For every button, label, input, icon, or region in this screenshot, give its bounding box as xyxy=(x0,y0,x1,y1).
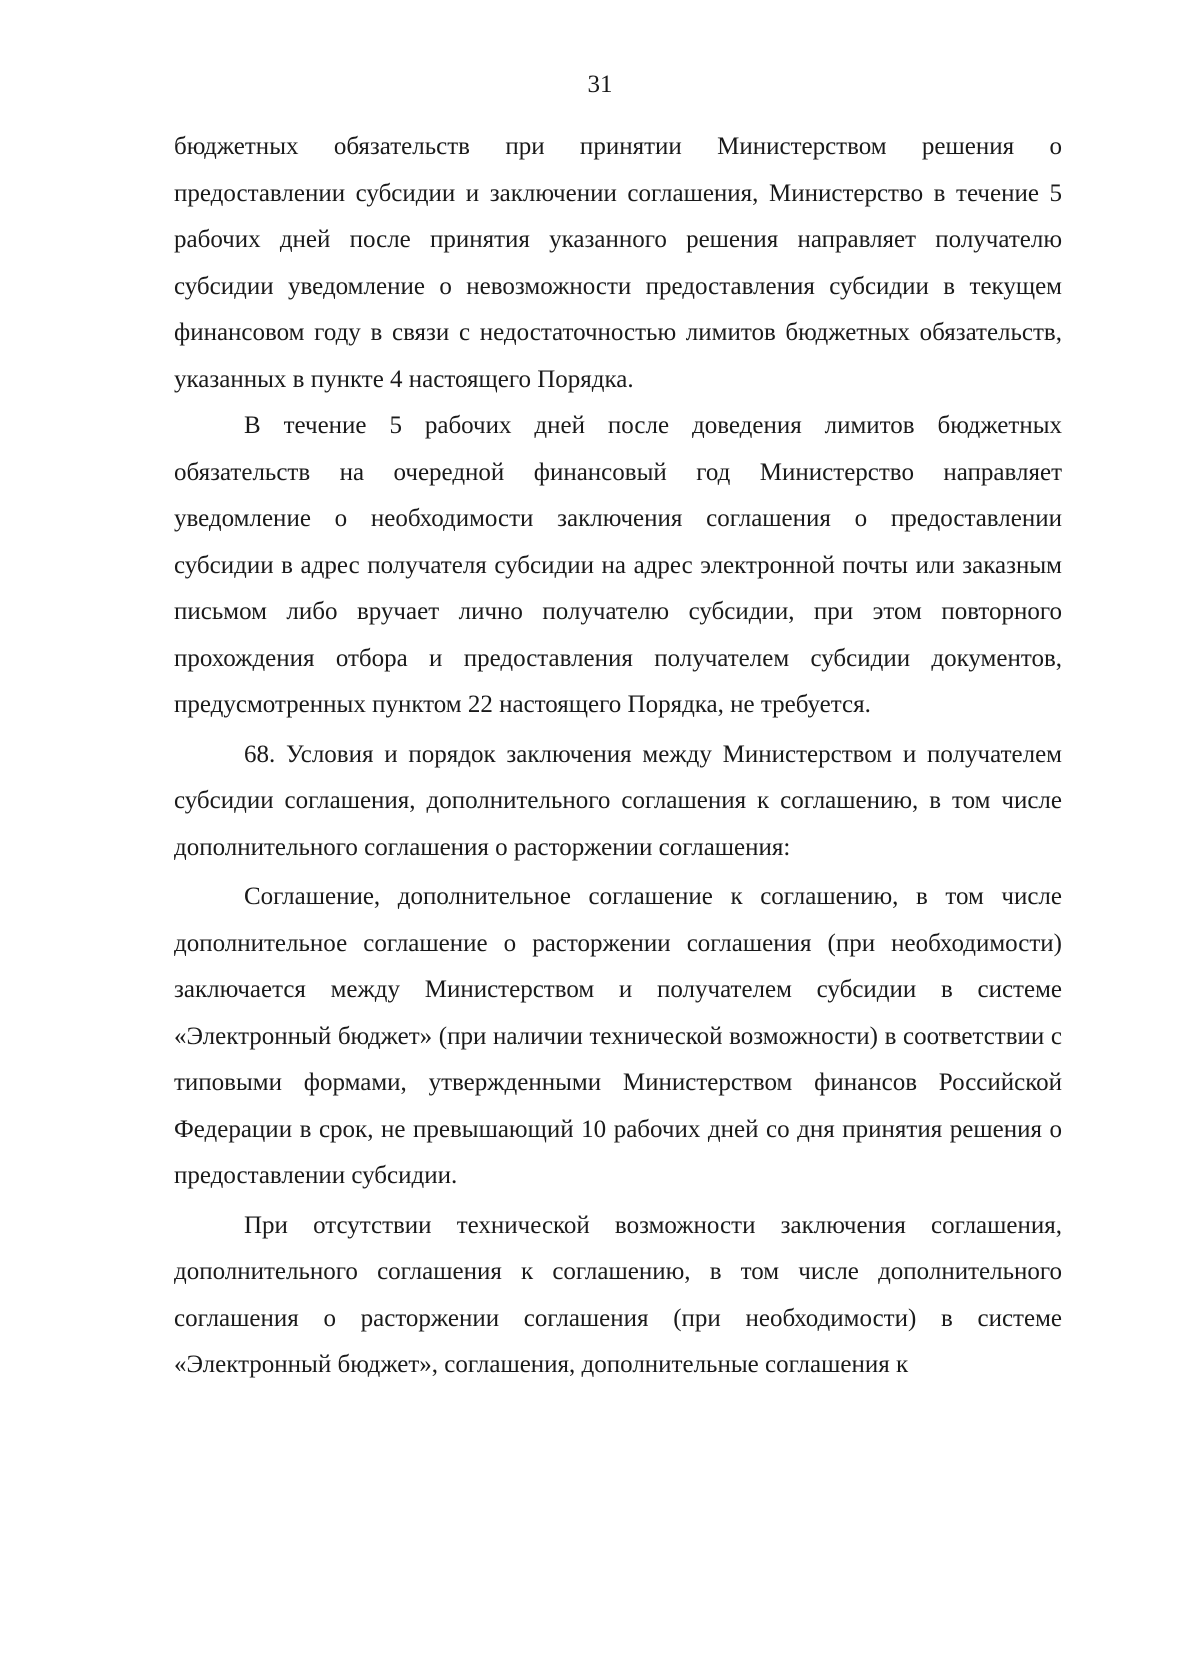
paragraph-agreement-conclusion: Соглашение, дополнительное соглашение к соглашению, в том числе дополнительное соглашение о расторжении соглашения (при необходимости) заключается между Министерством и получателем субсидии в системе «Электронный бюджет» (при наличии технической возможности) в соответствии с типовыми формами, утвержденными Министерством финансов Российской Федерации в срок, не превышающий 10 рабочих дней со дня принятия решения о предоставлении субсидии. xyxy=(174,883,1062,1189)
paragraph-budget-limits-notice: бюджетных обязательств при принятии Министерством решения о предоставлении субсидии и заключении соглашения, Министерство в течение 5 рабочих дней после принятия указанного решения направляет получателю субсидии уведомление о невозможности предоставления субсидии в текущем финансовом году в связи с недостаточностью лимитов бюджетных обязательств, указанных в пункте 4 настоящего Порядка. xyxy=(174,133,1062,393)
paragraph-agreement-notification: В течение 5 рабочих дней после доведения лимитов бюджетных обязательств на очередной финансовый год Министерство направляет уведомление о необходимости заключения соглашения о предоставлении субсидии в адрес получателя субсидии на адрес электронной почты или заказным письмом либо вручает лично получателю субсидии, при этом повторного прохождения отбора и предоставления получателем субсидии документов, предусмотренных пунктом 22 настоящего Порядка, не требуется. xyxy=(174,412,1062,718)
paragraph-no-technical-possibility: При отсутствии технической возможности заключения соглашения, дополнительного соглашения к соглашению, в том числе дополнительного соглашения о расторжении соглашения (при необходимости) в системе «Электронный бюджет», соглашения, дополнительные соглашения к xyxy=(174,1211,1062,1378)
document-body xyxy=(174,124,1062,1389)
page-number: 31 xyxy=(587,71,613,98)
paragraph-item-68-heading: 68. Условия и порядок заключения между Министерством и получателем субсидии соглашения, дополнительного соглашения к соглашению, в том числе дополнительного соглашения о расторжении соглашения: xyxy=(174,740,1062,861)
